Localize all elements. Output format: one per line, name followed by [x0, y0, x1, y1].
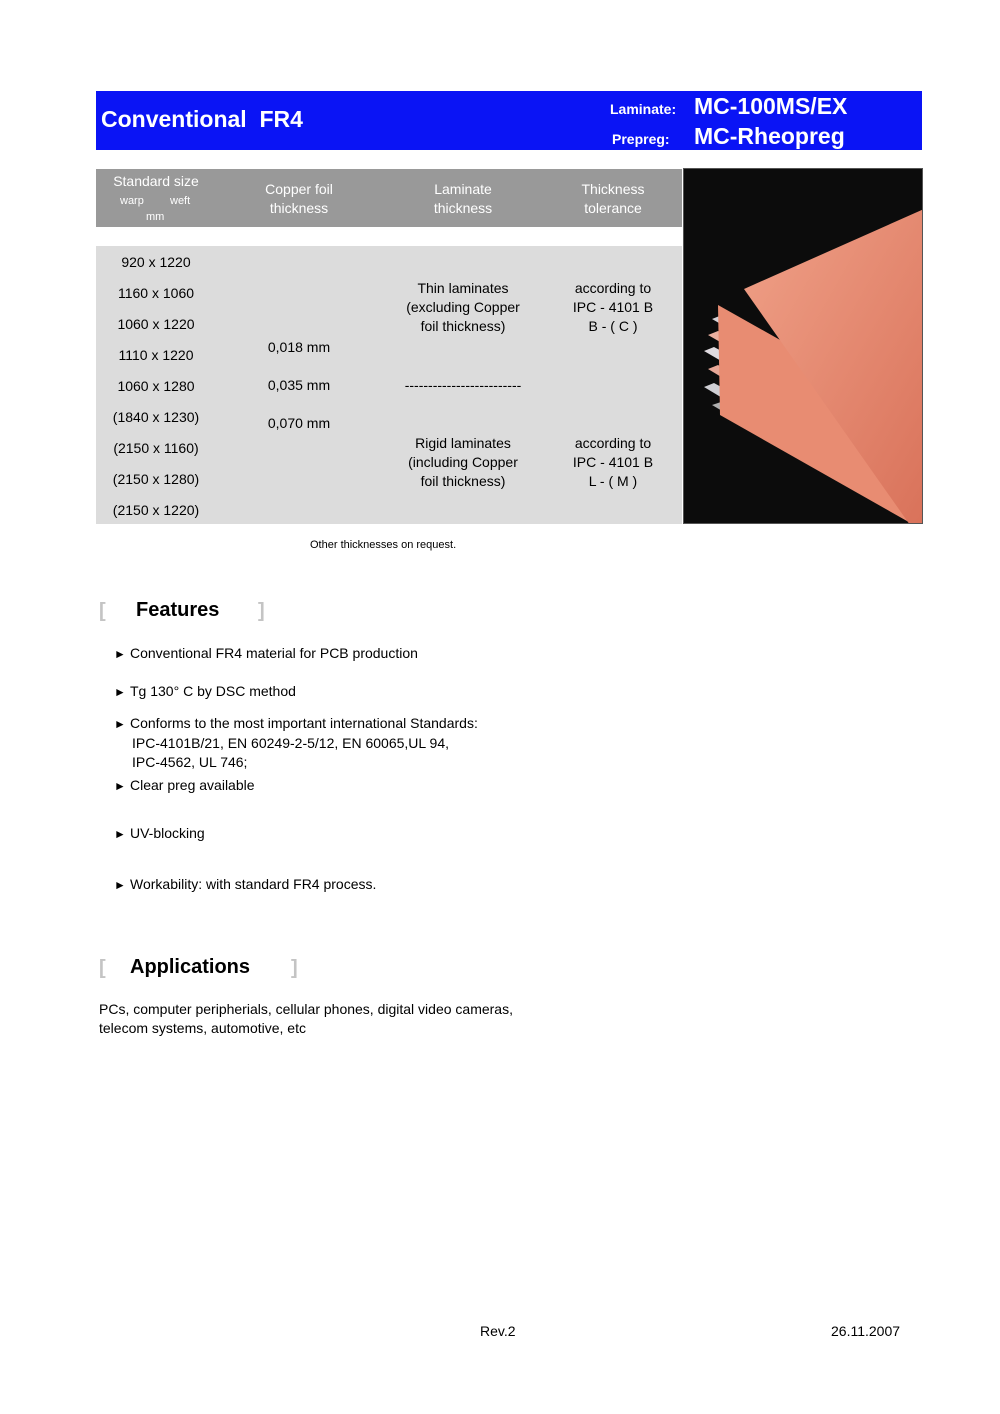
feature-text: Conforms to the most important international Standards: [130, 715, 478, 731]
size-cell: 920 x 1220 [121, 254, 191, 270]
revision-label: Rev.2 [480, 1323, 516, 1339]
size-cell: (2150 x 1220) [112, 502, 200, 518]
size-cell: 1110 x 1220 [118, 347, 194, 363]
applications-line1: PCs, computer peripherials, cellular phones, digital video cameras, [99, 1001, 513, 1017]
applications-line2: telecom systems, automotive, etc [99, 1020, 306, 1036]
arrow-bullet-icon: ► [114, 647, 126, 661]
header-banner [96, 91, 922, 150]
header-standard-size: Standard size [113, 173, 199, 189]
rigid-line2: (including Copper [408, 454, 518, 470]
table-header [96, 169, 682, 227]
copper-cell: 0,035 mm [267, 377, 331, 393]
header-tolerance-line1: Thickness [581, 181, 645, 197]
copper-cell: 0,018 mm [267, 339, 331, 355]
size-cell: (2150 x 1280) [112, 471, 200, 487]
feature-item [114, 824, 205, 844]
feature-item [114, 644, 418, 664]
document-title: Conventional FR4 [101, 106, 303, 132]
header-tolerance-line2: tolerance [584, 200, 642, 216]
thin-tol2: IPC - 4101 B [572, 299, 654, 315]
arrow-bullet-icon: ► [114, 685, 126, 699]
rigid-laminates-cell [383, 434, 543, 491]
features-bracket-close: ] [258, 600, 265, 622]
size-cell: 1060 x 1280 [117, 378, 195, 394]
applications-bracket-close: ] [291, 957, 298, 979]
rigid-line1: Rigid laminates [415, 435, 511, 451]
feature-item [114, 714, 478, 772]
applications-text [99, 1000, 513, 1038]
feature-text: Conventional FR4 material for PCB production [130, 645, 418, 661]
header-laminate-thickness [403, 180, 523, 218]
feature-text-line2: IPC-4101B/21, EN 60249-2-5/12, EN 60065,UL 94, [132, 735, 450, 751]
header-copper-line2: thickness [269, 200, 329, 216]
features-heading: Features [136, 599, 220, 621]
rigid-tol2: IPC - 4101 B [572, 454, 654, 470]
applications-bracket-open: [ [99, 957, 106, 979]
feature-text: UV-blocking [130, 825, 205, 841]
thin-line1: Thin laminates [417, 280, 509, 296]
feature-text: Workability: with standard FR4 process. [130, 876, 377, 892]
feature-item [114, 682, 296, 702]
laminate-label: Laminate: [610, 101, 677, 117]
thin-tolerance-cell [553, 279, 673, 336]
rigid-tolerance-cell [553, 434, 673, 491]
size-cell: (1840 x 1230) [112, 409, 200, 425]
arrow-bullet-icon: ► [114, 717, 126, 731]
size-cell: (2150 x 1160) [113, 440, 199, 456]
feature-item [114, 875, 376, 895]
applications-heading: Applications [130, 956, 251, 978]
header-thickness-tolerance [553, 180, 673, 218]
prepreg-value: MC-Rheopreg [694, 123, 845, 149]
header-laminate-line2: thickness [433, 200, 493, 216]
rigid-tol1: according to [574, 435, 652, 451]
rigid-line3: foil thickness) [420, 473, 506, 489]
laminate-sheets-illustration [684, 169, 923, 524]
feature-text: Clear preg available [130, 777, 255, 793]
prepreg-label: Prepreg: [612, 131, 670, 147]
header-copper-line1: Copper foil [265, 181, 333, 197]
header-weft: weft [170, 195, 191, 207]
feature-text-line3: IPC-4562, UL 746; [132, 754, 248, 770]
header-laminate-line1: Laminate [434, 181, 492, 197]
feature-text: Tg 130° C by DSC method [130, 683, 296, 699]
thin-laminates-cell [383, 279, 543, 336]
laminate-sheets-image [683, 168, 923, 524]
rigid-tol3: L - ( M ) [588, 473, 638, 489]
table-body [96, 246, 682, 524]
thin-tol1: according to [574, 280, 652, 296]
separator-line: ------------------------- [404, 377, 522, 393]
thin-line3: foil thickness) [420, 318, 506, 334]
footer-date: 26.11.2007 [831, 1323, 901, 1339]
size-cell: 1060 x 1220 [117, 316, 195, 332]
header-unit: mm [146, 211, 165, 223]
arrow-bullet-icon: ► [114, 827, 126, 841]
header-copper-foil [239, 180, 359, 218]
size-cell: 1160 x 1060 [117, 285, 195, 301]
feature-item [114, 776, 255, 796]
table-note: Other thicknesses on request. [310, 539, 457, 551]
laminate-value: MC-100MS/EX [694, 93, 848, 119]
header-warp: warp [120, 195, 144, 207]
arrow-bullet-icon: ► [114, 779, 126, 793]
features-bracket-open: [ [99, 600, 106, 622]
arrow-bullet-icon: ► [114, 878, 126, 892]
thin-tol3: B - ( C ) [588, 318, 638, 334]
copper-cell: 0,070 mm [267, 415, 331, 431]
thin-line2: (excluding Copper [406, 299, 520, 315]
